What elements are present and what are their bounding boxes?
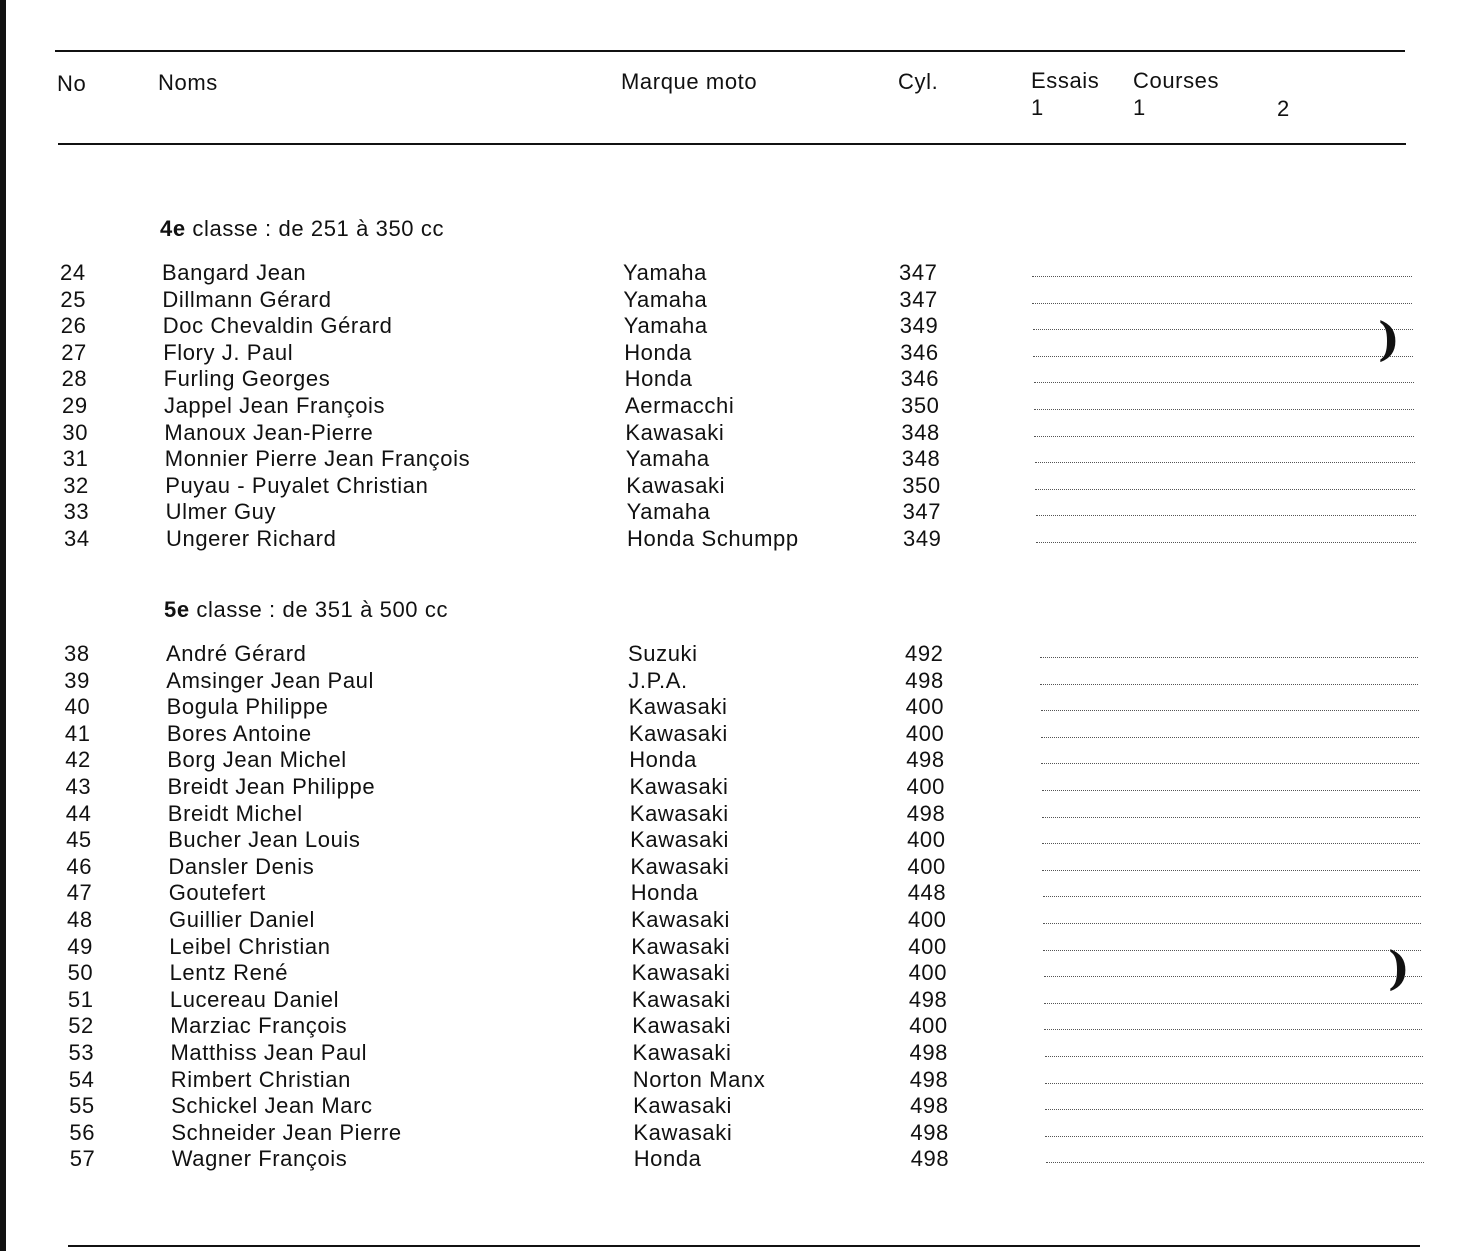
result-dotted-line — [1042, 817, 1420, 818]
rider-brand: Kawasaki — [630, 827, 730, 853]
result-dotted-line — [1036, 542, 1416, 543]
rider-name: Borg Jean Michel — [167, 747, 347, 773]
header-cyl: Cyl. — [898, 69, 939, 94]
rider-row — [0, 1093, 1458, 1120]
rider-number: 38 — [64, 641, 90, 666]
rider-cylinder: 349 — [903, 525, 942, 551]
rider-number: 31 — [62, 446, 89, 472]
rider-brand: Honda Schumpp — [627, 525, 799, 551]
rider-name: Marziac François — [170, 1013, 348, 1039]
rider-name: Bangard Jean — [162, 260, 307, 285]
rider-cylinder: 498 — [906, 800, 946, 826]
header-essais: Essais — [1031, 68, 1100, 93]
rider-cylinder: 400 — [908, 960, 948, 986]
result-dotted-line — [1044, 976, 1422, 977]
class-5-title — [164, 597, 448, 623]
rider-cylinder: 498 — [910, 1093, 949, 1119]
rider-number: 51 — [67, 986, 94, 1012]
rider-number: 33 — [63, 499, 90, 525]
rider-row — [0, 960, 1458, 987]
rider-brand: Kawasaki — [628, 694, 728, 720]
rider-cylinder: 498 — [910, 1119, 949, 1145]
rider-row — [0, 934, 1458, 961]
rider-row — [0, 1067, 1458, 1094]
rider-cylinder: 346 — [900, 366, 940, 392]
rider-row — [0, 420, 1458, 447]
rider-cylinder: 346 — [900, 339, 939, 365]
rider-name: Lucereau Daniel — [169, 986, 340, 1012]
rider-number: 57 — [69, 1146, 96, 1172]
result-dotted-line — [1041, 737, 1419, 738]
rider-cylinder: 347 — [902, 499, 942, 525]
rider-brand: Norton Manx — [632, 1066, 766, 1092]
rider-row — [0, 1013, 1458, 1040]
rider-name: Dansler Denis — [168, 853, 315, 879]
rider-cylinder: 349 — [899, 313, 939, 339]
rider-cylinder: 348 — [901, 446, 941, 472]
result-dotted-line — [1045, 1109, 1423, 1110]
result-dotted-line — [1033, 329, 1413, 330]
result-dotted-line — [1044, 1029, 1422, 1030]
rider-number: 45 — [66, 827, 92, 853]
result-dotted-line — [1046, 1162, 1424, 1163]
rider-brand: J.P.A. — [628, 667, 688, 693]
rider-cylinder: 400 — [905, 720, 945, 746]
rider-brand: Honda — [629, 747, 698, 773]
rider-name: Flory J. Paul — [163, 339, 294, 365]
rider-row — [0, 668, 1458, 695]
rider-name: Breidt Michel — [167, 800, 303, 826]
class-4-title — [160, 216, 444, 242]
rider-row — [0, 446, 1458, 473]
rider-brand: Honda — [633, 1146, 702, 1172]
header-top-rule — [55, 50, 1405, 52]
rider-row — [0, 880, 1458, 907]
rider-number: 56 — [69, 1119, 96, 1145]
rider-number: 49 — [67, 933, 93, 959]
rider-name: Bores Antoine — [166, 720, 312, 746]
result-dotted-line — [1032, 303, 1412, 304]
header-bottom-rule — [58, 143, 1406, 145]
header-noms: Noms — [158, 70, 218, 95]
rider-row — [0, 694, 1458, 721]
rider-row — [0, 854, 1458, 881]
rider-cylinder: 498 — [905, 667, 944, 693]
rider-name: Leibel Christian — [169, 933, 331, 959]
rider-number: 34 — [64, 525, 90, 551]
rider-brand: Kawasaki — [631, 933, 731, 959]
result-dotted-line — [1042, 843, 1420, 844]
rider-brand: Kawasaki — [633, 1093, 733, 1119]
rider-name: Puyau - Puyalet Christian — [165, 472, 429, 498]
rider-row — [0, 1040, 1458, 1067]
rider-row — [0, 526, 1458, 553]
result-dotted-line — [1033, 356, 1413, 357]
rider-number: 48 — [67, 906, 93, 932]
result-dotted-line — [1045, 1083, 1423, 1084]
header-essais-1: 1 — [1031, 95, 1044, 120]
result-dotted-line — [1042, 790, 1420, 791]
rider-number: 52 — [68, 1013, 94, 1039]
rider-row — [0, 987, 1458, 1014]
header-courses-2: 2 — [1277, 96, 1290, 121]
rider-name: Guillier Daniel — [169, 906, 315, 932]
result-dotted-line — [1041, 763, 1419, 764]
class-5-label: classe : de 351 à 500 cc — [196, 597, 449, 622]
rider-cylinder: 347 — [899, 260, 938, 285]
header-courses-1: 1 — [1133, 95, 1146, 120]
rider-number: 30 — [62, 419, 89, 445]
result-dotted-line — [1045, 1056, 1423, 1057]
rider-brand: Aermacchi — [625, 392, 735, 418]
rider-brand: Kawasaki — [630, 853, 730, 879]
rider-name: Manoux Jean-Pierre — [164, 419, 374, 445]
rider-cylinder: 400 — [907, 827, 946, 853]
rider-row — [0, 393, 1458, 420]
rider-brand: Kawasaki — [626, 472, 726, 498]
rider-name: Wagner François — [171, 1146, 348, 1172]
rider-cylinder: 498 — [910, 1146, 950, 1172]
result-dotted-line — [1035, 462, 1415, 463]
rider-cylinder: 492 — [905, 641, 944, 666]
rider-brand: Yamaha — [623, 260, 707, 285]
rider-row — [0, 801, 1458, 828]
rider-row — [0, 499, 1458, 526]
rider-brand: Kawasaki — [628, 720, 728, 746]
rider-name: Bucher Jean Louis — [168, 827, 361, 853]
result-dotted-line — [1044, 1003, 1422, 1004]
class-4-rider-list — [0, 260, 1458, 553]
rider-number: 44 — [65, 800, 92, 826]
header-courses: Courses — [1133, 68, 1220, 93]
rider-brand: Yamaha — [623, 313, 708, 339]
rider-row — [0, 287, 1458, 314]
result-dotted-line — [1036, 515, 1416, 516]
rider-cylinder: 498 — [909, 1039, 949, 1065]
rider-cylinder: 400 — [908, 933, 947, 959]
result-dotted-line — [1043, 950, 1421, 951]
rider-row — [0, 313, 1458, 340]
rider-name: Ulmer Guy — [165, 499, 277, 525]
header-no: No — [57, 71, 87, 96]
rider-cylinder: 350 — [901, 392, 940, 418]
rider-row — [0, 747, 1458, 774]
class-5-number: 5e — [164, 597, 190, 622]
rider-row — [0, 473, 1458, 500]
class-4-number: 4e — [160, 216, 186, 241]
rider-brand: Honda — [630, 880, 699, 906]
rider-name: Furling Georges — [163, 366, 331, 392]
rider-name: Jappel Jean François — [164, 392, 386, 418]
rider-row — [0, 1120, 1458, 1147]
rider-number: 32 — [63, 472, 89, 498]
rider-number: 46 — [66, 853, 93, 879]
rider-cylinder: 400 — [909, 1013, 948, 1039]
rider-name: Rimbert Christian — [170, 1066, 351, 1092]
rider-number: 50 — [67, 960, 94, 986]
rider-number: 41 — [64, 720, 91, 746]
rider-brand: Kawasaki — [631, 986, 731, 1012]
rider-number: 47 — [66, 880, 93, 906]
rider-row — [0, 1146, 1458, 1173]
rider-cylinder: 348 — [901, 419, 940, 445]
rider-name: Bogula Philippe — [166, 694, 329, 720]
rider-brand: Honda — [624, 366, 693, 392]
rider-number: 55 — [69, 1093, 95, 1119]
rider-name: Amsinger Jean Paul — [166, 667, 374, 693]
result-dotted-line — [1040, 657, 1418, 658]
rider-name: Goutefert — [168, 880, 266, 906]
rider-name: Dillmann Gérard — [162, 286, 332, 312]
result-dotted-line — [1035, 489, 1415, 490]
rider-brand: Yamaha — [625, 446, 710, 472]
rider-cylinder: 400 — [906, 773, 946, 799]
rider-number: 24 — [60, 260, 86, 285]
rider-brand: Kawasaki — [633, 1119, 733, 1145]
rider-name: Doc Chevaldin Gérard — [162, 313, 393, 339]
bracket-mark-class-5: ) — [1388, 941, 1410, 995]
bracket-mark-class-4: ) — [1378, 312, 1400, 366]
rider-row — [0, 260, 1458, 287]
rider-row — [0, 907, 1458, 934]
result-dotted-line — [1045, 1136, 1423, 1137]
rider-number: 39 — [64, 667, 90, 693]
result-dotted-line — [1032, 276, 1412, 277]
result-dotted-line — [1040, 684, 1418, 685]
rider-brand: Kawasaki — [625, 419, 725, 445]
rider-brand: Kawasaki — [631, 906, 730, 932]
rider-brand: Kawasaki — [631, 960, 731, 986]
rider-number: 40 — [64, 694, 91, 720]
class-4-label: classe : de 251 à 350 cc — [192, 216, 445, 241]
rider-number: 27 — [61, 339, 87, 365]
rider-number: 26 — [60, 313, 87, 339]
rider-row — [0, 721, 1458, 748]
result-dotted-line — [1043, 923, 1421, 924]
rider-cylinder: 448 — [907, 880, 947, 906]
result-dotted-line — [1041, 710, 1419, 711]
rider-row — [0, 774, 1458, 801]
rider-name: Schneider Jean Pierre — [171, 1119, 402, 1145]
rider-brand: Kawasaki — [629, 800, 729, 826]
rider-brand: Kawasaki — [632, 1013, 732, 1039]
rider-number: 25 — [60, 286, 87, 312]
class-5-rider-list — [0, 641, 1458, 1173]
rider-number: 43 — [65, 773, 92, 799]
rider-number: 29 — [62, 392, 88, 418]
rider-brand: Kawasaki — [632, 1039, 732, 1065]
header-marque-moto: Marque moto — [621, 69, 758, 94]
rider-number: 54 — [68, 1066, 95, 1092]
rider-brand: Yamaha — [623, 286, 708, 312]
rider-name: Monnier Pierre Jean François — [164, 446, 471, 472]
rider-cylinder: 400 — [907, 853, 946, 879]
result-dotted-line — [1034, 409, 1414, 410]
rider-cylinder: 498 — [908, 986, 948, 1012]
rider-brand: Honda — [624, 339, 693, 365]
rider-cylinder: 347 — [899, 286, 938, 312]
rider-name: Matthiss Jean Paul — [170, 1039, 368, 1065]
rider-name: Breidt Jean Philippe — [167, 773, 376, 799]
rider-cylinder: 350 — [902, 472, 941, 498]
result-dotted-line — [1043, 896, 1421, 897]
result-dotted-line — [1042, 870, 1420, 871]
rider-brand: Kawasaki — [629, 773, 729, 799]
rider-cylinder: 400 — [908, 906, 947, 932]
result-dotted-line — [1034, 436, 1414, 437]
rider-name: Schickel Jean Marc — [171, 1093, 373, 1119]
rider-row — [0, 827, 1458, 854]
rider-name: André Gérard — [166, 641, 307, 666]
rider-brand: Suzuki — [628, 641, 698, 666]
rider-cylinder: 400 — [905, 694, 945, 720]
rider-row — [0, 340, 1458, 367]
result-dotted-line — [1034, 382, 1414, 383]
rider-row — [0, 641, 1458, 668]
rider-name: Lentz René — [169, 960, 289, 986]
rider-number: 53 — [68, 1039, 95, 1065]
rider-number: 28 — [61, 366, 88, 392]
rider-brand: Yamaha — [626, 499, 711, 525]
page-bottom-rule — [68, 1245, 1420, 1247]
rider-cylinder: 498 — [906, 747, 945, 773]
rider-row — [0, 366, 1458, 393]
rider-cylinder: 498 — [909, 1066, 949, 1092]
rider-name: Ungerer Richard — [166, 525, 337, 551]
rider-number: 42 — [65, 747, 91, 773]
